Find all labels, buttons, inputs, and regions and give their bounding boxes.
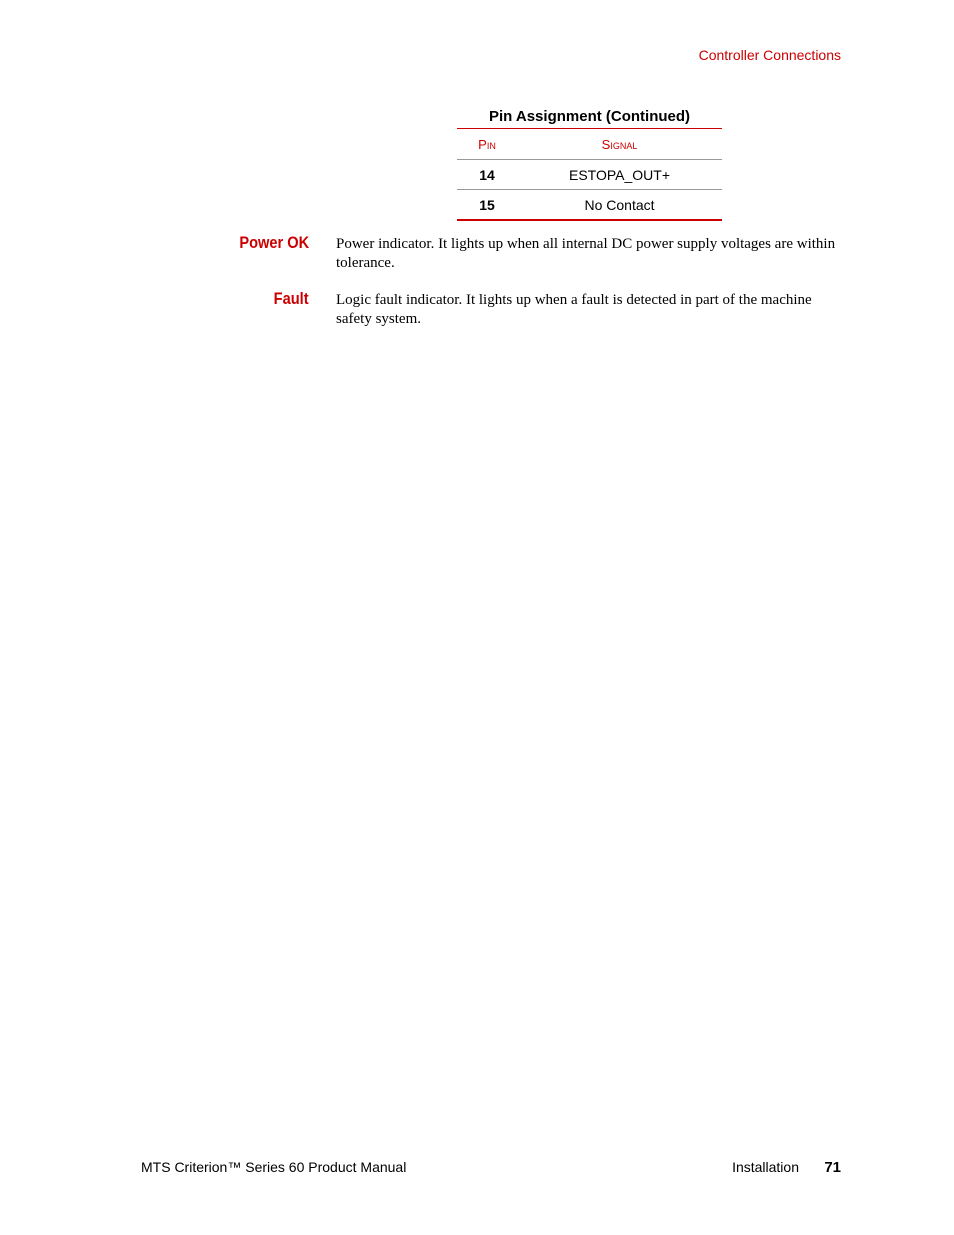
footer-page-number: 71 [824, 1159, 841, 1176]
column-header-signal: Signal [517, 129, 722, 160]
pin-cell: 14 [457, 160, 517, 190]
footer-section-name: Installation [732, 1159, 799, 1175]
signal-cell: ESTOPA_OUT+ [517, 160, 722, 190]
term-fault: Fault [274, 289, 309, 308]
table-row [457, 190, 722, 221]
table-row [457, 160, 722, 190]
pin-cell: 15 [479, 196, 495, 213]
column-header-pin: Pin [457, 129, 517, 160]
running-header-section-title: Controller Connections [698, 47, 841, 63]
pin-assignment-table [457, 128, 722, 221]
table-caption: Pin Assignment (Continued) [488, 108, 691, 125]
footer-manual-title: MTS Criterion™ Series 60 Product Manual [141, 1159, 407, 1175]
signal-cell: No Contact [584, 196, 655, 213]
definition-text-fault: Logic fault indicator. It lights up when a fault is detected in part of the machine safety system. [336, 292, 812, 327]
definition-text-power-ok: Power indicator. It lights up when all internal DC power supply voltages are within tolerance. [336, 236, 836, 271]
term-power-ok: Power OK [239, 233, 309, 252]
table-header-row [457, 129, 722, 160]
page-footer [141, 1159, 841, 1179]
pin-assignment-table-block [457, 107, 722, 221]
